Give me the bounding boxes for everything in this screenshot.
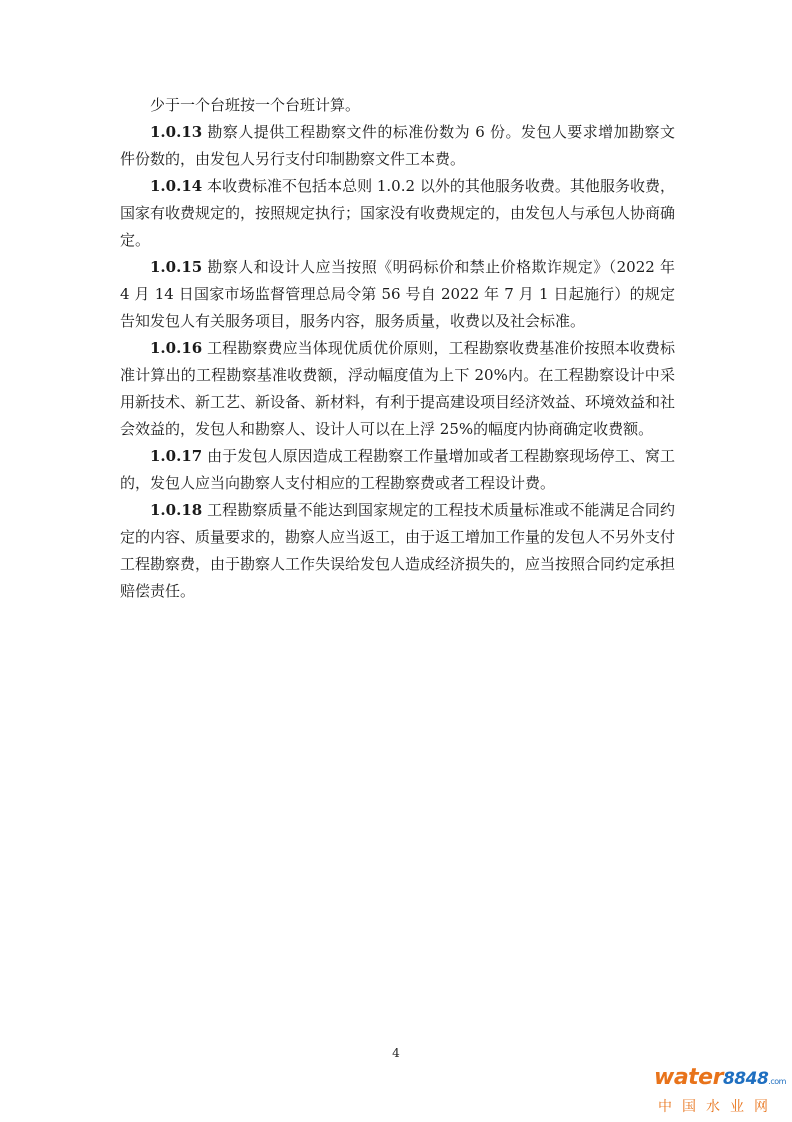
clause-number: 1.0.17: [150, 447, 203, 465]
clause-1-0-15: [120, 254, 675, 335]
clause-text: 工程勘察质量不能达到国家规定的工程技术质量标准或不能满足合同约定的内容、质量要求的，勘察人应当返工，由于返工增加工作量的发包人不另外支付工程勘察费，由于勘察人工作失误给发包人造成经济损失的，应当按照合同约定承担赔偿责任。: [120, 501, 676, 600]
clause-number: 1.0.15: [150, 258, 203, 276]
watermark-logo: [654, 1066, 784, 1116]
clause-1-0-14: [120, 173, 675, 254]
paragraph-text: 少于一个台班按一个台班计算。: [150, 96, 361, 114]
clause-number: 1.0.16: [150, 339, 203, 357]
watermark-domain: .com: [768, 1077, 786, 1086]
clause-text: 勘察人提供工程勘察文件的标准份数为 6 份。发包人要求增加勘察文件份数的，由发包人另行支付印制勘察文件工本费。: [120, 123, 675, 168]
clause-1-0-18: [120, 497, 675, 605]
clause-number: 1.0.13: [150, 123, 203, 141]
clause-text: 勘察人和设计人应当按照《明码标价和禁止价格欺诈规定》（2022 年 4 月 14 日国家市场监督管理总局令第 56 号自 2022 年 7 月 1 日起施行）的规定告知发包人有关服务项目，服务内容，服务质量，收费以及社会标准。: [120, 258, 675, 330]
watermark-word: water: [654, 1065, 723, 1090]
clause-1-0-13: [120, 119, 675, 173]
watermark-cn-name: 中国水业网: [658, 1099, 778, 1115]
clause-text: 由于发包人原因造成工程勘察工作量增加或者工程勘察现场停工、窝工的，发包人应当向勘察人支付相应的工程勘察费或者工程设计费。: [120, 447, 675, 492]
clause-1-0-16: [120, 335, 675, 443]
page-number: 4: [392, 1046, 400, 1060]
clause-text: 工程勘察费应当体现优质优价原则，工程勘察收费基准价按照本收费标准计算出的工程勘察基准收费额，浮动幅度值为上下 20%内。在工程勘察设计中采用新技术、新工艺、新设备、新材料，有利于提高建设项目经济效益、环境效益和社会效益的，发包人和勘察人、设计人可以在上浮 25%的幅度内协商确定收费额。: [120, 339, 676, 438]
paragraph-continuation: [120, 92, 675, 119]
clause-number: 1.0.18: [150, 501, 203, 519]
clause-number: 1.0.14: [150, 177, 203, 195]
clause-1-0-17: [120, 443, 675, 497]
document-body: [120, 92, 675, 605]
watermark-number: 8848: [722, 1069, 769, 1089]
clause-text: 本收费标准不包括本总则 1.0.2 以外的其他服务收费。其他服务收费，国家有收费规定的，按照规定执行；国家没有收费规定的，由发包人与承包人协商确定。: [120, 177, 676, 249]
watermark-brand: [654, 1066, 784, 1094]
